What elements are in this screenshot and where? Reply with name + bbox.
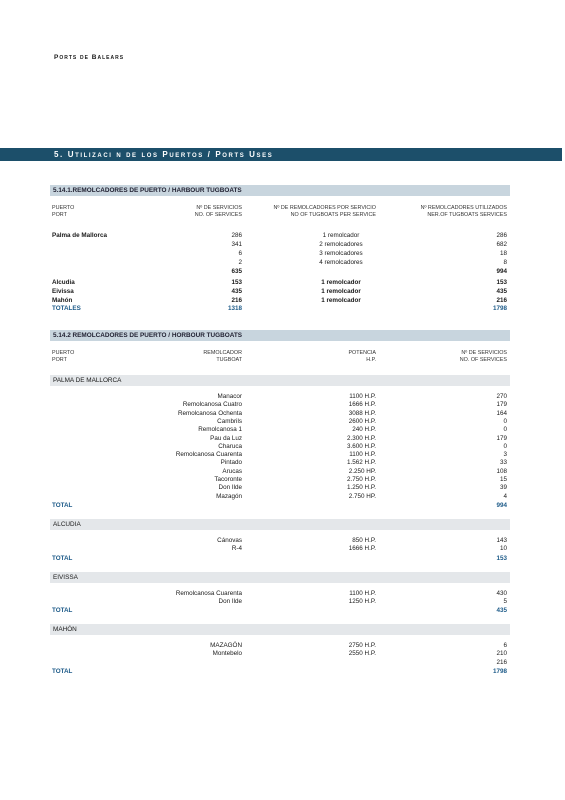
t1-services: 216 xyxy=(231,297,242,304)
tug-services: 210 xyxy=(496,650,507,658)
tug-services: 4 xyxy=(503,492,507,500)
t2-h-services-es: Nº DE SERVICIOS xyxy=(461,350,507,356)
group-header: ALCUDIA xyxy=(50,519,510,530)
tug-hp: 2.250 HP. xyxy=(348,467,376,475)
group-total-value: 1798 xyxy=(492,668,507,675)
tug-hp: 1100 H.P. xyxy=(349,589,376,597)
tug-services: 39 xyxy=(499,484,507,492)
tug-services: 108 xyxy=(496,467,507,475)
group-total-label: TOTAL xyxy=(52,554,73,562)
t1-h-services-en: NO. OF SERVICES xyxy=(194,212,242,218)
group-header: PALMA DE MALLORCA xyxy=(50,375,510,386)
tug-hp: 3088 H.P. xyxy=(348,409,376,417)
tug-services: 216 xyxy=(496,658,507,666)
group-header: MAHÓN xyxy=(50,624,510,635)
t2-h-services-en: NO. OF SERVICES xyxy=(459,357,507,363)
t1-services: 286 xyxy=(231,232,242,239)
tug-name: Remolcanosa Cuarenta xyxy=(175,589,242,597)
tug-services: 33 xyxy=(499,459,507,467)
tug-name: Pau da Luz xyxy=(210,434,242,442)
tug-services: 3 xyxy=(503,451,507,459)
section-title: 5. Utilizaci n de los Puertos / Ports Uses xyxy=(54,150,274,159)
table2-title: 5.14.2 REMOLCADORES DE PUERTO / HORBOUR TUGBOATS xyxy=(50,330,510,341)
t1-used: 18 xyxy=(499,250,507,257)
tug-services: 430 xyxy=(496,589,507,597)
t1-services: 153 xyxy=(231,279,242,286)
t1-per: 4 remolcadores xyxy=(319,259,363,266)
tug-hp: 2550 H.P. xyxy=(348,650,376,658)
t1-total-used: 1798 xyxy=(492,305,507,312)
tug-hp: 1.562 H.P. xyxy=(347,459,376,467)
tug-name: Remolcanosa Ochenta xyxy=(177,409,242,417)
tug-name: Don Ilde xyxy=(218,597,242,605)
t1-port: Alcudia xyxy=(52,279,75,286)
tug-name: Remolcanosa Cuatro xyxy=(182,401,242,409)
t1-port: Palma de Mallorca xyxy=(52,232,107,239)
tug-hp: 2.300 H.P. xyxy=(347,434,376,442)
t1-port: Mahón xyxy=(52,297,73,304)
tug-hp: 1250 H.P. xyxy=(348,597,376,605)
t1-used: 682 xyxy=(496,241,507,248)
t1-total-label: TOTALES xyxy=(52,305,81,312)
t1-services: 2 xyxy=(238,259,242,266)
tug-name: Cambrils xyxy=(217,417,242,425)
tug-name: Manacor xyxy=(217,393,242,400)
tug-services: 5 xyxy=(503,597,507,605)
tug-services: 179 xyxy=(496,401,507,409)
tug-name: Arucas xyxy=(222,467,242,475)
t1-used: 216 xyxy=(496,297,507,304)
group-total-label: TOTAL xyxy=(52,501,73,509)
t1-used: 286 xyxy=(496,232,507,239)
tug-services: 179 xyxy=(496,434,507,442)
group-total-value: 994 xyxy=(496,501,507,509)
t2-h-tug-en: TUGBOAT xyxy=(216,357,242,363)
table1-title: 5.14.1.REMOLCADORES DE PUERTO / HARBOUR TUGBOATS xyxy=(50,185,510,196)
tug-name: Montebelo xyxy=(212,650,242,658)
t1-per: 1 remolcador xyxy=(322,232,360,239)
t1-services: 6 xyxy=(238,250,242,257)
t1-used: 994 xyxy=(496,268,507,275)
tug-name: Tacoronte xyxy=(214,476,242,483)
tug-services: 0 xyxy=(503,417,507,425)
t1-total-services: 1318 xyxy=(227,305,242,312)
tug-services: 10 xyxy=(499,545,507,553)
tug-services: 143 xyxy=(496,536,507,544)
tug-name: Don Ilde xyxy=(218,484,242,492)
section-band xyxy=(0,148,565,161)
t1-services: 435 xyxy=(231,288,242,295)
tug-hp: 1100 H.P. xyxy=(349,451,376,459)
tug-hp: 1666 H.P. xyxy=(348,401,376,409)
t1-per: 3 remolcadores xyxy=(319,250,363,257)
t1-used: 8 xyxy=(503,259,507,266)
t2-h-puerto: PUERTO xyxy=(52,350,75,356)
t1-services: 635 xyxy=(231,268,242,275)
tug-hp: 1.250 H.P. xyxy=(347,484,376,492)
tug-name: Charuca xyxy=(218,442,242,450)
tug-services: 6 xyxy=(503,642,507,650)
t1-per: 2 remolcadores xyxy=(319,241,363,248)
t1-per: 1 remolcador xyxy=(321,288,361,295)
t1-per: 1 remolcador xyxy=(321,297,361,304)
page-header: Ports de Balears xyxy=(54,54,125,61)
group-total-value: 153 xyxy=(496,554,507,562)
t1-h-pertug-es: Nº DE REMOLCADORES POR SERVICIO xyxy=(273,205,376,211)
tug-name: Mazagón xyxy=(216,492,242,500)
group-header: EIVISSA xyxy=(50,572,510,583)
tug-hp: 3.600 H.P. xyxy=(347,442,376,450)
group-total-label: TOTAL xyxy=(52,668,73,675)
tug-services: 0 xyxy=(503,442,507,450)
tug-hp: 2.750 HP. xyxy=(348,492,376,500)
t1-h-services-es: Nº DE SERVICIOS xyxy=(196,205,242,211)
tug-services: 0 xyxy=(503,426,507,434)
t1-h-pertug-en: NO OF TUGBOATS PER SERVICE xyxy=(290,212,376,218)
tug-hp: 2600 H.P. xyxy=(348,417,376,425)
tug-name: R-4 xyxy=(231,545,242,553)
t1-h-used-en: NER.OF TUGBOATS SERVICES xyxy=(427,212,507,218)
t1-h-puerto: PUERTO xyxy=(52,205,75,211)
t1-per: 1 remolcador xyxy=(321,279,361,286)
tug-services: 15 xyxy=(499,476,507,483)
tug-hp: 850 H.P. xyxy=(352,536,376,544)
t1-h-used-es: Nº REMOLCADORES UTILIZADOS xyxy=(420,205,507,211)
t1-services: 341 xyxy=(231,241,242,248)
t2-h-hp-es: POTENCIA xyxy=(348,350,376,356)
group-total-label: TOTAL xyxy=(52,607,73,615)
t2-h-tug-es: REMOLCADOR xyxy=(203,350,242,356)
tug-name: MAZAGÓN xyxy=(210,642,242,650)
t2-h-hp-en: H.P. xyxy=(366,357,376,363)
tug-hp: 1666 H.P. xyxy=(348,545,376,553)
tug-name: Remolcanosa Cuarenta xyxy=(175,451,242,459)
t2-h-port: PORT xyxy=(52,357,67,363)
t1-used: 435 xyxy=(496,288,507,295)
t1-used: 153 xyxy=(496,279,507,286)
tug-name: Pintado xyxy=(220,459,242,467)
tug-name: Remolcanosa 1 xyxy=(198,426,242,434)
t1-h-port: PORT xyxy=(52,212,67,218)
group-total-value: 435 xyxy=(496,607,507,615)
t1-port: Eivissa xyxy=(52,288,74,295)
tug-hp: 1100 H.P. xyxy=(349,393,376,400)
tug-hp: 240 H.P. xyxy=(352,426,376,434)
tug-services: 164 xyxy=(496,409,507,417)
tug-name: Cánovas xyxy=(217,536,242,544)
tug-hp: 2.750 H.P. xyxy=(347,476,376,483)
tug-hp: 2750 H.P. xyxy=(348,642,376,650)
tug-services: 270 xyxy=(496,393,507,400)
